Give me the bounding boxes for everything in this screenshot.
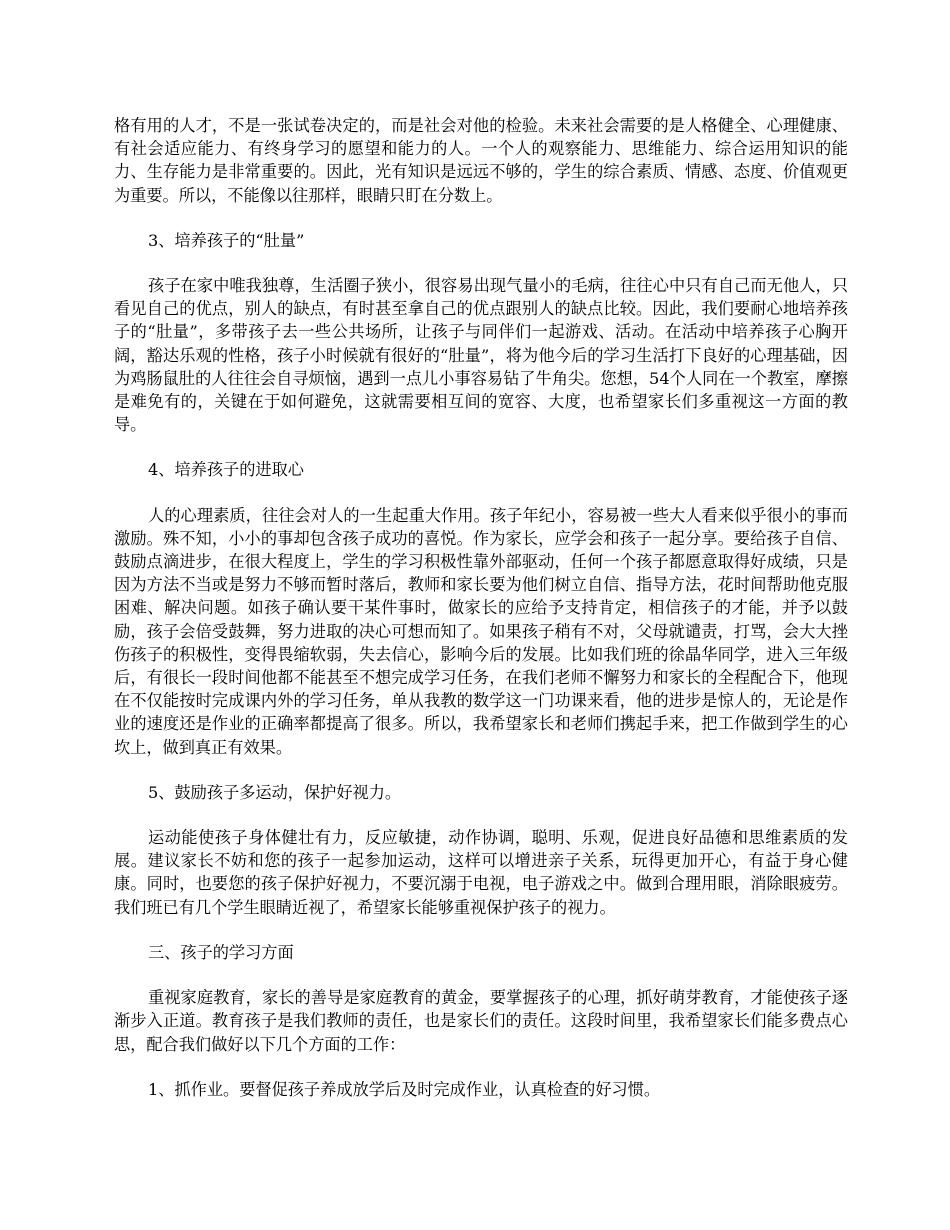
- paragraph-study: 重视家庭教育，家长的善导是家庭教育的黄金，要掌握孩子的心理，抓好萌芽教育，才能使孩子逐渐步入正道。教育孩子是我们教师的责任，也是家长们的责任。这段时间里，我希望家长们能多费点心思，配合我们做好以下几个方面的工作：: [114, 988, 848, 1054]
- document-page: [114, 114, 848, 1123]
- paragraph-intro: 格有用的人才，不是一张试卷决定的，而是社会对他的检验。未来社会需要的是人格健全、心理健康、有社会适应能力、有终身学习的愿望和能力的人。一个人的观察能力、思维能力、综合运用知识的能力、生存能力是非常重要的。因此，光有知识是远远不够的，学生的综合素质、情感、态度、价值观更为重要。所以，不能像以往那样，眼睛只盯在分数上。: [114, 116, 848, 205]
- section-heading-tolerance: 3、培养孩子的“肚量”: [148, 230, 305, 250]
- section-heading-homework: 1、抓作业。要督促孩子养成放学后及时完成作业，认真检查的好习惯。: [148, 1079, 661, 1099]
- paragraph-tolerance: 孩子在家中唯我独尊，生活圈子狭小，很容易出现气量小的毛病，往往心中只有自己而无他人，只看见自己的优点，别人的缺点，有时甚至拿自己的优点跟别人的缺点比较。因此，我们要耐心地培养孩子的“肚量”，多带孩子去一些公共场所，让孩子与同伴们一起游戏、活动。在活动中培养孩子心胸开阔，豁达乐观的性格，孩子小时候就有很好的“肚量”，将为他今后的学习生活打下良好的心理基础，因为鸡肠鼠肚的人往往会自寻烦恼，遇到一点儿小事容易钻了牛角尖。您想，54个人同在一个教室，摩擦是难免有的，关键在于如何避免，这就需要相互间的宽容、大度，也希望家长们多重视这一方面的教导。: [114, 276, 848, 435]
- paragraph-ambition: 人的心理素质，往往会对人的一生起重大作用。孩子年纪小，容易被一些大人看来似乎很小的事而激励。殊不知，小小的事却包含孩子成功的喜悦。作为家长，应学会和孩子一起分享。要给孩子自信、鼓励点滴进步，在很大程度上，学生的学习积极性靠外部驱动，任何一个孩子都愿意取得好成绩，只是因为方法不当或是努力不够而暂时落后，教师和家长要为他们树立自信、指导方法，花时间帮助他克服困难、解决问题。如孩子确认要干某件事时，做家长的应给予支持肯定，相信孩子的才能，并予以鼓励，孩子会倍受鼓舞，努力进取的决心可想而知了。如果孩子稍有不对，父母就谴责，打骂，会大大挫伤孩子的积极性，变得畏缩软弱，失去信心，影响今后的发展。比如我们班的徐晶华同学，进入三年级后，有很长一段时间他都不能甚至不想完成学习任务，在我们老师不懈努力和家长的全程配合下，他现在不仅能按时完成课内外的学习任务，单从我教的数学这一门功课来看，他的进步是惊人的，无论是作业的速度还是作业的正确率都提高了很多。所以，我希望家长和老师们携起手来，把工作做到学生的心坎上，做到真正有效果。: [114, 505, 848, 757]
- section-heading-ambition: 4、培养孩子的进取心: [148, 460, 304, 480]
- section-heading-study: 三、孩子的学习方面: [148, 942, 294, 962]
- paragraph-exercise: 运动能使孩子身体健壮有力，反应敏捷，动作协调，聪明、乐观，促进良好品德和思维素质的发展。建议家长不妨和您的孩子一起参加运动，这样可以增进亲子关系，玩得更加开心，有益于身心健康。同时，也要您的孩子保护好视力，不要沉溺于电视，电子游戏之中。做到合理用眼，消除眼疲劳。我们班已有几个学生眼睛近视了，希望家长能够重视保护孩子的视力。: [114, 828, 848, 917]
- section-heading-exercise: 5、鼓励孩子多运动，保护好视力。: [148, 782, 402, 802]
